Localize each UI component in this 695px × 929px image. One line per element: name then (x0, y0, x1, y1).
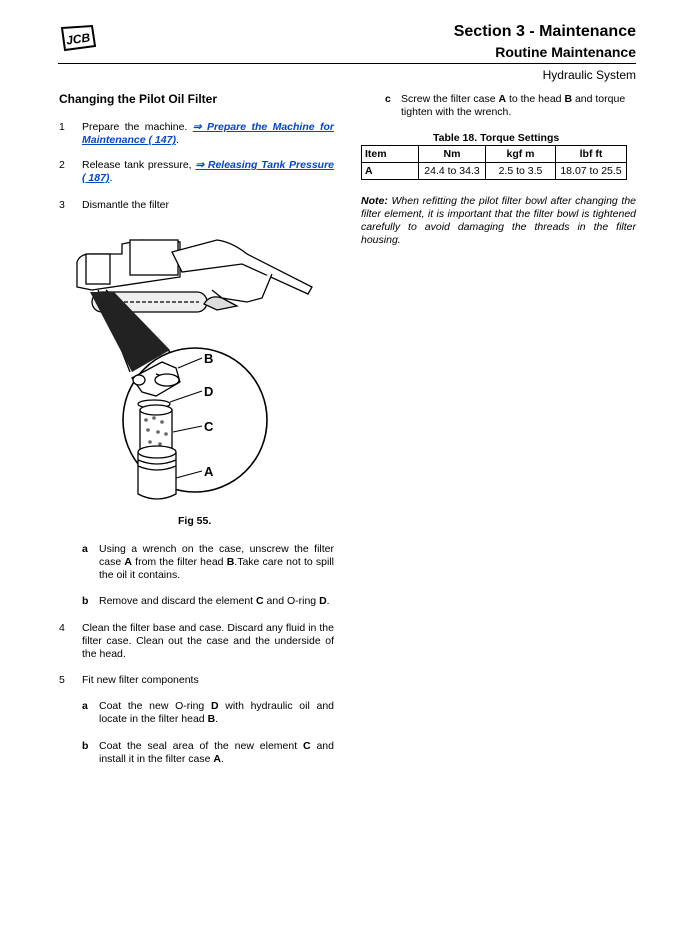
section-title: Section 3 - Maintenance (453, 23, 636, 40)
col-header: lbf ft (556, 146, 627, 163)
procedure-title: Changing the Pilot Oil Filter (59, 92, 217, 106)
step-5: Fit new filter components (82, 674, 199, 686)
callout-d: D (204, 384, 214, 399)
substep-5b: Coat the seal area of the new element C and install it in the filter case A. (99, 740, 334, 765)
release-pressure-link[interactable]: ⇒ Releasing Tank Pressure ( 187) (82, 159, 334, 184)
figure-caption: Fig 55. (178, 515, 212, 527)
table-title: Table 18. Torque Settings (433, 132, 560, 144)
table-cell: 18.07 to 25.5 (556, 163, 627, 180)
step-3: Dismantle the filter (82, 199, 169, 211)
svg-text:JCB: JCB (65, 30, 92, 48)
substep-3a: Using a wrench on the case, unscrew the filter case A from the filter head B.Take care not to spill the oil it contains. (99, 543, 334, 581)
col-header: kgf m (486, 146, 556, 163)
substep-letter: a (82, 543, 88, 555)
note-text: When refitting the pilot filter bowl after changing the filter element, it is important that the filter bowl is tightened carefully to avoid damaging the threads in the filter housing. (361, 195, 636, 246)
prepare-machine-link[interactable]: ⇒ Prepare the Machine for Maintenance ( 147) (82, 121, 334, 146)
table-cell: 2.5 to 3.5 (486, 163, 556, 180)
step-2: Release tank pressure, ⇒ Releasing Tank Pressure ( 187). (82, 159, 334, 184)
col-header: Item (362, 146, 419, 163)
step-number: 2 (59, 159, 65, 171)
step-number: 4 (59, 622, 65, 634)
table-cell: A (362, 163, 419, 180)
note (361, 195, 636, 247)
substep-letter: b (82, 740, 89, 752)
figure-55 (72, 232, 322, 512)
step-number: 1 (59, 121, 65, 133)
substep-letter: c (385, 93, 391, 105)
subsection-title: Routine Maintenance (495, 44, 636, 60)
header-divider (58, 63, 636, 64)
callout-b: B (204, 351, 214, 366)
substep-letter: a (82, 700, 88, 712)
torque-table (361, 145, 627, 180)
note-label: Note: (361, 195, 388, 207)
step-1: Prepare the machine. ⇒ Prepare the Machine for Maintenance ( 147). (82, 121, 334, 146)
substep-letter: b (82, 595, 89, 607)
substep-5c: Screw the filter case A to the head B and torque tighten with the wrench. (401, 93, 626, 118)
substep-3b: Remove and discard the element C and O-ring D. (99, 595, 330, 607)
table-cell: 24.4 to 34.3 (419, 163, 486, 180)
substep-5a: Coat the new O-ring D with hydraulic oil and locate in the filter head B. (99, 700, 334, 725)
step-number: 5 (59, 674, 65, 686)
col-header: Nm (419, 146, 486, 163)
table-header-row (362, 146, 627, 163)
topic-title: Hydraulic System (542, 68, 636, 82)
callout-a: A (204, 464, 214, 479)
jcb-logo (58, 24, 98, 52)
step-4: Clean the filter base and case. Discard any fluid in the filter case. Clean out the case and the underside of the head. (82, 622, 334, 660)
callout-c: C (204, 419, 214, 434)
table-row (362, 163, 627, 180)
step-number: 3 (59, 199, 65, 211)
